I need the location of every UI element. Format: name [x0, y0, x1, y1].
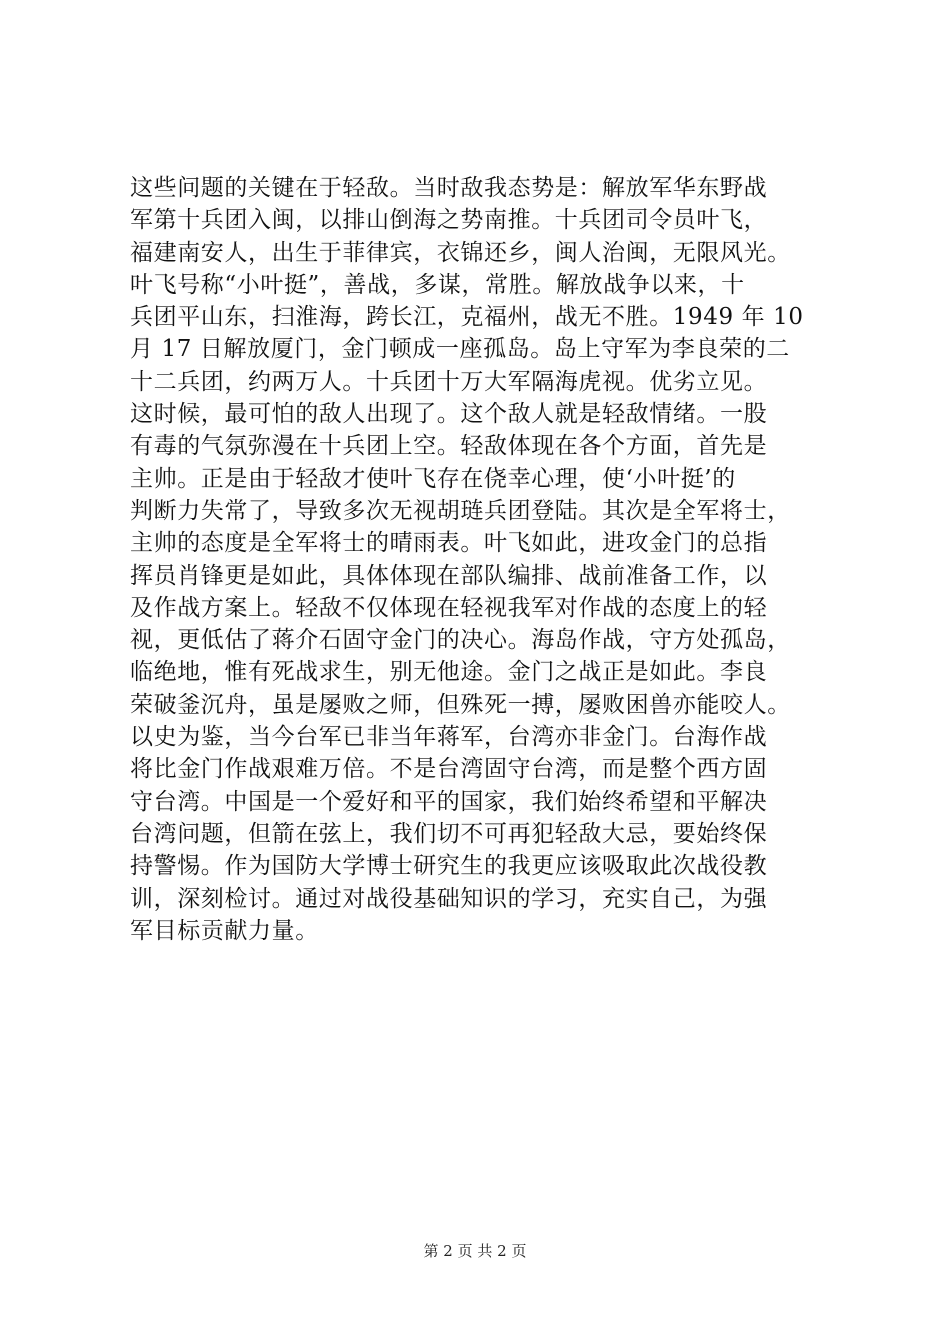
text-line: 守台湾。中国是一个爱好和平的国家，我们始终希望和平解决: [130, 788, 768, 815]
text-line: 判断力失常了，导致多次无视胡琏兵团登陆。其次是全军将士，: [130, 497, 791, 524]
page-footer: 第 2 页 共 2 页: [423, 1242, 527, 1260]
text-line: 十二兵团，约两万人。十兵团十万大军隔海虎视。优劣立见。: [130, 368, 768, 395]
text-line: 以史为鉴，当今台军已非当年蒋军，台湾亦非金门。台海作战: [130, 724, 768, 751]
text-line: 持警惕。作为国防大学博士研究生的我更应该吸取此次战役教: [130, 853, 768, 880]
text-line: 这些问题的关键在于轻敌。当时敌我态势是：解放军华东野战: [130, 175, 768, 201]
text-line: 叶飞号称“小叶挺”，善战，多谋，常胜。解放战争以来，十: [130, 271, 745, 298]
text-line: 这时候，最可怕的敌人出现了。这个敌人就是轻敌情绪。一股: [130, 401, 768, 428]
text-line: 训，深刻检讨。通过对战役基础知识的学习，充实自己，为强: [130, 885, 768, 912]
text-line: 军目标贡献力量。: [130, 917, 319, 944]
text-line: 将比金门作战艰难万倍。不是台湾固守台湾，而是整个西方固: [130, 756, 768, 783]
text-line: 月 17 日解放厦门，金门顿成一座孤岛。岛上守军为李良荣的二: [130, 336, 790, 363]
text-line: 视，更低估了蒋介石固守金门的决心。海岛作战，守方处孤岛，: [130, 627, 791, 654]
text-line: 主帅。正是由于轻敌才使叶飞存在侥幸心理，使‘小叶挺’的: [130, 465, 736, 492]
text-line: 及作战方案上。轻敌不仅体现在轻视我军对作战的态度上的轻: [130, 594, 768, 621]
text-line: 兵团平山东，扫淮海，跨长江，克福州，战无不胜。1949 年 10: [130, 304, 804, 331]
text-line: 挥员肖锋更是如此，具体体现在部队编排、战前准备工作，以: [130, 562, 768, 589]
text-line: 荣破釜沉舟，虽是屡败之师，但殊死一搏，屡败困兽亦能咬人。: [130, 691, 791, 718]
text-line: 有毒的气氛弥漫在十兵团上空。轻敌体现在各个方面，首先是: [130, 433, 768, 460]
text-line: 主帅的态度是全军将士的晴雨表。叶飞如此，进攻金门的总指: [130, 530, 768, 557]
text-line: 福建南安人，出生于菲律宾，衣锦还乡，闽人治闽，无限风光。: [130, 239, 791, 266]
body-text: [130, 172, 850, 947]
text-line: 临绝地，惟有死战求生，别无他途。金门之战正是如此。李良: [130, 659, 768, 686]
text-line: 军第十兵团入闽，以排山倒海之势南推。十兵团司令员叶飞，: [130, 207, 768, 234]
text-line: 台湾问题，但箭在弦上，我们切不可再犯轻敌大忌，要始终保: [130, 820, 768, 847]
